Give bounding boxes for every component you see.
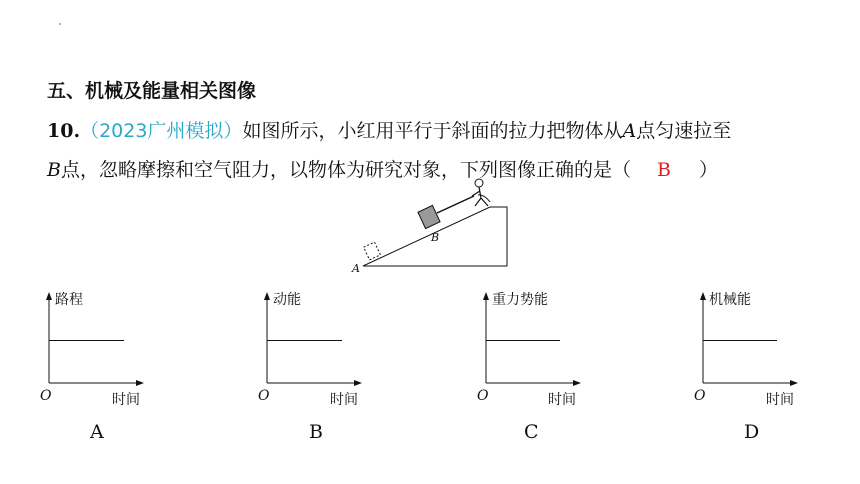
graph-c-option: C xyxy=(524,421,539,443)
graph-a-origin: O xyxy=(40,388,52,404)
answer: B xyxy=(656,159,671,181)
question-number: 10 xyxy=(47,120,74,142)
graph-a-ylabel: 路程 xyxy=(55,292,83,308)
graph-d-y-arrow xyxy=(700,292,706,300)
graph-c-x-arrow xyxy=(573,380,581,386)
point-a-label: A xyxy=(352,262,360,275)
block-at-b xyxy=(418,205,440,228)
graph-d-origin: O xyxy=(694,388,706,404)
graph-b-x-arrow xyxy=(354,380,362,386)
graph-d-option: D xyxy=(744,421,760,443)
graph-a-x-arrow xyxy=(136,380,144,386)
question-number-dot: . xyxy=(73,120,81,142)
graph-c xyxy=(477,291,581,443)
question-close: ） xyxy=(698,159,718,181)
incline-figure xyxy=(351,179,507,275)
graph-b-origin: O xyxy=(258,388,270,404)
graph-c-ylabel: 重力势能 xyxy=(492,292,548,308)
graph-c-xlabel: 时间 xyxy=(548,392,576,408)
graph-d-xlabel: 时间 xyxy=(766,392,794,408)
graph-d-ylabel: 机械能 xyxy=(709,292,751,308)
graph-b-xlabel: 时间 xyxy=(330,392,358,408)
graph-c-y-arrow xyxy=(483,292,489,300)
block-start-dashed xyxy=(364,242,381,260)
pull-rope xyxy=(437,196,474,213)
graph-a-option: A xyxy=(90,421,104,443)
graph-b-option: B xyxy=(309,421,323,443)
question-source: （2023广州模拟） xyxy=(80,120,243,142)
graph-d-x-arrow xyxy=(790,380,798,386)
graph-b-ylabel: 动能 xyxy=(273,292,301,308)
question-text-3: 点，忽略摩擦和空气阻力，以物体为研究对象，下列图像正确的是（ xyxy=(60,159,631,181)
graph-b xyxy=(258,291,362,443)
graph-a xyxy=(40,292,144,443)
question-text-2: 点匀速拉至 xyxy=(636,120,732,142)
section-title: 五、机械及能量相关图像 xyxy=(47,80,257,102)
graph-c-origin: O xyxy=(477,388,489,404)
person-figure xyxy=(472,179,490,206)
graph-a-xlabel: 时间 xyxy=(112,392,140,408)
graph-d xyxy=(694,291,798,443)
point-b-inline: B xyxy=(47,159,61,181)
point-a-inline: A xyxy=(622,120,637,142)
graph-a-y-arrow xyxy=(46,292,52,300)
point-b-label: B xyxy=(431,231,440,244)
question-text-1: 如图所示，小红用平行于斜面的拉力把物体从 xyxy=(242,120,623,142)
graph-b-y-arrow xyxy=(264,292,270,300)
